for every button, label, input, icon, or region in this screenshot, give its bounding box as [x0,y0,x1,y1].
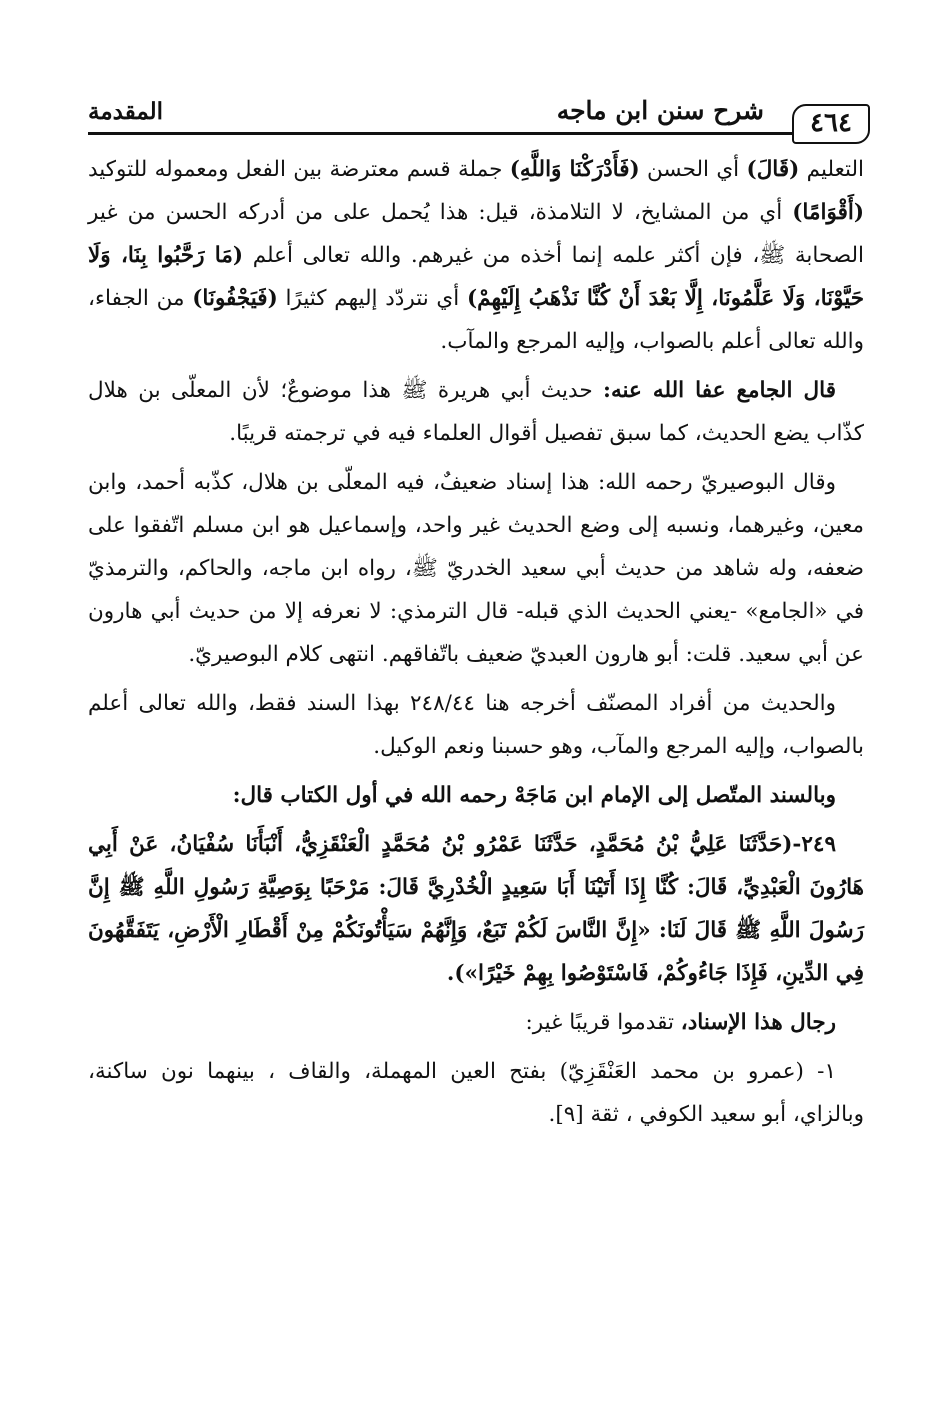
page-body [88,148,864,1136]
bold-segment: قال الجامع عفا الله عنه: [603,378,836,403]
header-rule [88,132,804,135]
paragraph [88,461,864,676]
paragraph [88,823,864,995]
bold-segment: ٢٤٩-(حَدَّثَنَا عَلِيُّ بْنُ مُحَمَّدٍ، حَدَّثَنَا عَمْرُو بْنُ مُحَمَّدٍ الْعَنْقَزِيُّ، أَنْبَأَنَا سُفْيَانُ، عَنْ أَبِي هَارُونَ الْعَبْدِيِّ، قَالَ: كُنَّا إِذَا أَتَيْنَا أَبَا سَعِيدٍ الْخُدْرِيَّ قَالَ: مَرْحَبًا بِوَصِيَّةِ رَسُولِ اللَّهِ ﷺ إِنَّ رَسُولَ اللَّهِ ﷺ قَالَ لَنَا: «إِنَّ النَّاسَ لَكُمْ تَبَعٌ، وَإِنَّهُمْ سَيَأْتُونَكُمْ مِنْ أَقْطَارِ الْأَرْضِ، يَتَفَقَّهُونَ فِي الدِّينِ، فَإِذَا جَاءُوكُمْ، فَاسْتَوْصُوا بِهِمْ خَيْرًا»). [88,832,864,986]
bold-segment: (أَقْوَامًا) [792,200,864,225]
text-segment: حديث أبي هريرة ﷺ هذا موضوعٌ؛ لأن المعلّى بن هلال كذّاب يضع الحديث، كما سبق تفصيل أقوال العلماء فيه في ترجمته قريبًا. [88,378,864,446]
text-segment: أي الحسن [639,157,747,182]
text-segment: ١- (عمرو بن محمد العَنْقَزِيّ) بفتح العين المهملة، والقاف ، بينهما نون ساكنة، وبالزاي، أبو سعيد الكوفي ، ثقة [٩]. [88,1059,864,1127]
text-segment: من الجفاء، والله تعالى أعلم بالصواب، وإليه المرجع والمآب. [88,286,864,354]
book-title: شرح سنن ابن ماجه [556,96,764,125]
text-segment: التعليم [799,157,864,182]
paragraph [88,682,864,768]
text-segment: أي نتردّد إليهم كثيرًا [277,286,467,311]
paragraph [88,1050,864,1136]
text-segment: أي من المشايخ، لا التلامذة، قيل: هذا يُحمل على من أدركه الحسن من غير الصحابة ﷺ، فإن أكثر علمه إنما أخذه من غيرهم. والله تعالى أعلم [88,200,864,268]
section-title: المقدمة [88,98,164,125]
text-segment: جملة قسم معترضة بين الفعل ومعموله للتوكيد [88,157,510,182]
paragraph [88,369,864,455]
bold-segment: (فَيَجْفُونَا) [192,286,278,311]
bold-segment: (فَأَدْرَكْنَا وَاللَّهِ) [509,157,640,182]
text-segment: تقدموا قريبًا غير: [525,1010,681,1035]
paragraph [88,148,864,363]
page-number: ٤٦٤ [792,104,870,144]
paragraph [88,774,864,817]
text-segment: والحديث من أفراد المصنّف أخرجه هنا ٢٤٨/٤٤ بهذا السند فقط، والله تعالى أعلم بالصواب، وإليه المرجع والمآب، وهو حسبنا ونعم الوكيل. [88,691,864,759]
bold-segment: (قَالَ) [746,157,800,182]
bold-segment: (مَا رَحَّبُوا بِنَا، وَلَا حَيَّوْنَا، وَلَا عَلَّمُونَا، إِلَّا بَعْدَ أَنْ كُنَّا نَذْهَبُ إِلَيْهِمْ) [88,243,865,311]
paragraph [88,1001,864,1044]
bold-segment: وبالسند المتّصل إلى الإمام ابن مَاجَهْ رحمه الله في أول الكتاب قال: [232,783,836,808]
page-header [88,90,864,148]
bold-segment: رجال هذا الإسناد، [680,1010,836,1035]
text-segment: وقال البوصيريّ رحمه الله: هذا إسناد ضعيفٌ، فيه المعلّى بن هلال، كذّبه أحمد، وابن معين، وغيرهما، ونسبه إلى وضع الحديث غير واحد، وإسماعيل هو ابن مسلم اتّفقوا على ضعفه، وله شاهد من حديث أبي سعيد الخدريّ ﷺ، رواه ابن ماجه، والحاكم، والترمذيّ في «الجامع» -يعني الحديث الذي قبله- قال الترمذي: لا نعرفه إلا من حديث أبي هارون عن أبي سعيد. قلت: أبو هارون العبديّ ضعيف باتّفاقهم. انتهى كلام البوصيريّ. [88,470,864,667]
